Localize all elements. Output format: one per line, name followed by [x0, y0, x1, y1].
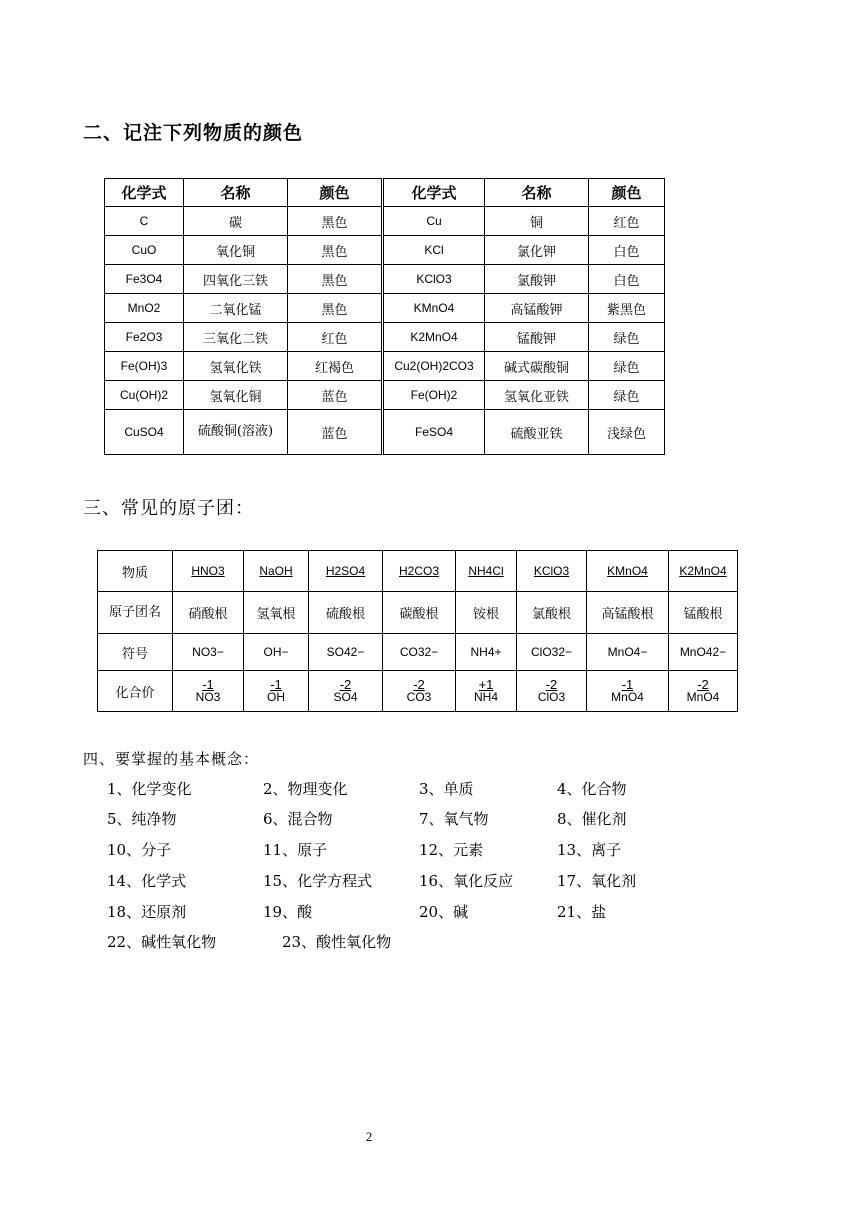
- formula-cell: Fe(OH)3: [105, 352, 184, 381]
- section4-title: 四、要掌握的基本概念：: [83, 750, 260, 768]
- concept-item: 17、氧化剂: [557, 872, 637, 890]
- color-cell: 蓝色: [288, 381, 383, 410]
- header-formula: 化学式: [105, 179, 184, 207]
- concept-item: 7、氧气物: [419, 810, 489, 828]
- concept-item: 10、分子: [107, 841, 172, 859]
- section2-title: 二、记注下列物质的颜色: [83, 122, 304, 144]
- group-name-cell: 硫酸根: [309, 592, 383, 634]
- valence-value: -2: [413, 676, 425, 692]
- concept-item: 21、盐: [557, 903, 607, 921]
- name-cell: 三氧化二铁: [184, 323, 288, 352]
- formula-cell: CuO: [105, 236, 184, 265]
- header-name: 名称: [184, 179, 288, 207]
- substance-cell: KClO3: [517, 551, 587, 592]
- name-cell: 氢氧化亚铁: [485, 381, 589, 410]
- substance-row: [98, 551, 738, 592]
- concept-item: 3、单质: [419, 780, 474, 798]
- concept-item: 19、酸: [263, 903, 313, 921]
- concept-item: 23、酸性氧化物: [282, 933, 392, 951]
- section3-title: 三、常见的原子团：: [83, 498, 254, 519]
- valence-group: SO4: [333, 689, 358, 704]
- valence-value: -1: [621, 676, 634, 692]
- formula-cell: Cu(OH)2: [105, 381, 184, 410]
- table-row: [105, 207, 665, 236]
- name-cell: 氧化铜: [184, 236, 288, 265]
- group-name-row: [98, 592, 738, 634]
- concept-item: 4、化合物: [557, 780, 627, 798]
- name-cell: 氯酸钾: [485, 265, 589, 294]
- formula-cell: KClO3: [383, 265, 485, 294]
- formula-cell: Fe(OH)2: [383, 381, 485, 410]
- valence-cell: [587, 671, 669, 712]
- group-name-cell: 氢氧根: [244, 592, 309, 634]
- color-cell: 黑色: [288, 265, 383, 294]
- group-name-cell: 碳酸根: [383, 592, 456, 634]
- substance-cell: NH4Cl: [456, 551, 517, 592]
- valence-cell: [244, 671, 309, 712]
- table-row: [105, 265, 665, 294]
- symbol-cell: MnO4−: [587, 634, 669, 671]
- valence-group: NH4: [473, 689, 498, 704]
- formula-cell: Cu: [383, 207, 485, 236]
- row-label: 化合价: [98, 671, 173, 712]
- formula-cell: KMnO4: [383, 294, 485, 323]
- valence-group: CO3: [406, 689, 432, 704]
- color-cell: 黑色: [288, 236, 383, 265]
- color-cell: 绿色: [589, 381, 665, 410]
- header-color: 颜色: [288, 179, 383, 207]
- formula-cell: MnO2: [105, 294, 184, 323]
- row-label: 符号: [98, 634, 173, 671]
- concept-item: 12、元素: [419, 841, 484, 859]
- concept-item: 2、物理变化: [263, 780, 348, 798]
- substance-cell: HNO3: [173, 551, 244, 592]
- valence-cell: [669, 671, 738, 712]
- color-cell: 黑色: [288, 207, 383, 236]
- symbol-cell: NO3−: [173, 634, 244, 671]
- color-cell: 红褐色: [288, 352, 383, 381]
- name-cell: 氯化钾: [485, 236, 589, 265]
- valence-group: MnO4: [686, 689, 720, 704]
- formula-cell: K2MnO4: [383, 323, 485, 352]
- row-label: 物质: [98, 551, 173, 592]
- symbol-cell: CO32−: [383, 634, 456, 671]
- concept-item: 11、原子: [263, 841, 328, 859]
- name-cell: 氢氧化铁: [184, 352, 288, 381]
- valence-group: OH: [267, 689, 285, 704]
- formula-cell: Fe3O4: [105, 265, 184, 294]
- valence-cell: [517, 671, 587, 712]
- formula-cell: Fe2O3: [105, 323, 184, 352]
- valence-value: -2: [339, 676, 352, 692]
- color-cell: 绿色: [589, 352, 665, 381]
- valence-value: -1: [202, 676, 214, 692]
- symbol-row: [98, 634, 738, 671]
- color-cell: 蓝色: [288, 410, 383, 455]
- concept-item: 22、碱性氧化物: [107, 933, 217, 951]
- table-row: [105, 236, 665, 265]
- color-cell: 白色: [589, 236, 665, 265]
- symbol-cell: SO42−: [309, 634, 383, 671]
- valence-value: -2: [697, 676, 709, 692]
- name-cell: 硫酸亚铁: [485, 410, 589, 455]
- concept-item: 18、还原剂: [107, 903, 187, 921]
- valence-group: NO3: [195, 689, 221, 704]
- concept-item: 13、离子: [557, 841, 622, 859]
- valence-row: [98, 671, 738, 712]
- header-name-2: 名称: [485, 179, 589, 207]
- valence-cell: [309, 671, 383, 712]
- atomic-group-table: [97, 550, 738, 712]
- formula-cell: C: [105, 207, 184, 236]
- valence-cell: [173, 671, 244, 712]
- formula-cell: CuSO4: [105, 410, 184, 455]
- concept-item: 5、纯净物: [107, 810, 177, 828]
- substance-cell: NaOH: [244, 551, 309, 592]
- name-cell: 氢氧化铜: [184, 381, 288, 410]
- color-cell: 浅绿色: [589, 410, 665, 455]
- concept-item: 20、碱: [419, 903, 469, 921]
- name-cell: 硫酸铜(溶液): [184, 410, 288, 455]
- formula-cell: Cu2(OH)2CO3: [383, 352, 485, 381]
- table-row: [105, 294, 665, 323]
- color-cell: 红色: [288, 323, 383, 352]
- page-number: 2: [365, 1129, 373, 1144]
- row-label: 原子团名: [98, 592, 173, 634]
- valence-value: -1: [270, 676, 282, 692]
- valence-cell: [456, 671, 517, 712]
- header-formula-2: 化学式: [383, 179, 485, 207]
- valence-group: ClO3: [537, 689, 566, 704]
- valence-cell: [383, 671, 456, 712]
- substance-cell: H2SO4: [309, 551, 383, 592]
- formula-cell: KCl: [383, 236, 485, 265]
- name-cell: 高锰酸钾: [485, 294, 589, 323]
- group-name-cell: 氯酸根: [517, 592, 587, 634]
- valence-group: MnO4: [611, 689, 644, 704]
- name-cell: 四氧化三铁: [184, 265, 288, 294]
- name-cell: 锰酸钾: [485, 323, 589, 352]
- color-cell: 紫黑色: [589, 294, 665, 323]
- header-color-2: 颜色: [589, 179, 665, 207]
- concept-item: 8、催化剂: [557, 810, 627, 828]
- group-name-cell: 高锰酸根: [587, 592, 669, 634]
- concept-item: 16、氧化反应: [419, 872, 514, 890]
- symbol-cell: MnO42−: [669, 634, 738, 671]
- valence-value: -2: [545, 676, 558, 692]
- concept-item: 1、化学变化: [107, 780, 192, 798]
- color-cell: 绿色: [589, 323, 665, 352]
- name-cell: 碳: [184, 207, 288, 236]
- concept-item: 6、混合物: [263, 810, 333, 828]
- substance-cell: H2CO3: [383, 551, 456, 592]
- table-header-row: [105, 179, 665, 207]
- table-row: [105, 352, 665, 381]
- formula-cell: FeSO4: [383, 410, 485, 455]
- name-cell: 铜: [485, 207, 589, 236]
- substance-cell: KMnO4: [587, 551, 669, 592]
- color-cell: 红色: [589, 207, 665, 236]
- name-cell: 二氧化锰: [184, 294, 288, 323]
- name-cell: 碱式碳酸铜: [485, 352, 589, 381]
- substance-color-table: [104, 178, 665, 455]
- valence-value: +1: [478, 676, 494, 692]
- concept-item: 15、化学方程式: [263, 872, 373, 890]
- symbol-cell: NH4+: [456, 634, 517, 671]
- concept-item: 14、化学式: [107, 872, 187, 890]
- group-name-cell: 铵根: [456, 592, 517, 634]
- table-row: [105, 410, 665, 455]
- group-name-cell: 锰酸根: [669, 592, 738, 634]
- substance-cell: K2MnO4: [669, 551, 738, 592]
- group-name-cell: 硝酸根: [173, 592, 244, 634]
- color-cell: 白色: [589, 265, 665, 294]
- table-row: [105, 323, 665, 352]
- table-row: [105, 381, 665, 410]
- color-cell: 黑色: [288, 294, 383, 323]
- symbol-cell: OH−: [244, 634, 309, 671]
- symbol-cell: ClO32−: [517, 634, 587, 671]
